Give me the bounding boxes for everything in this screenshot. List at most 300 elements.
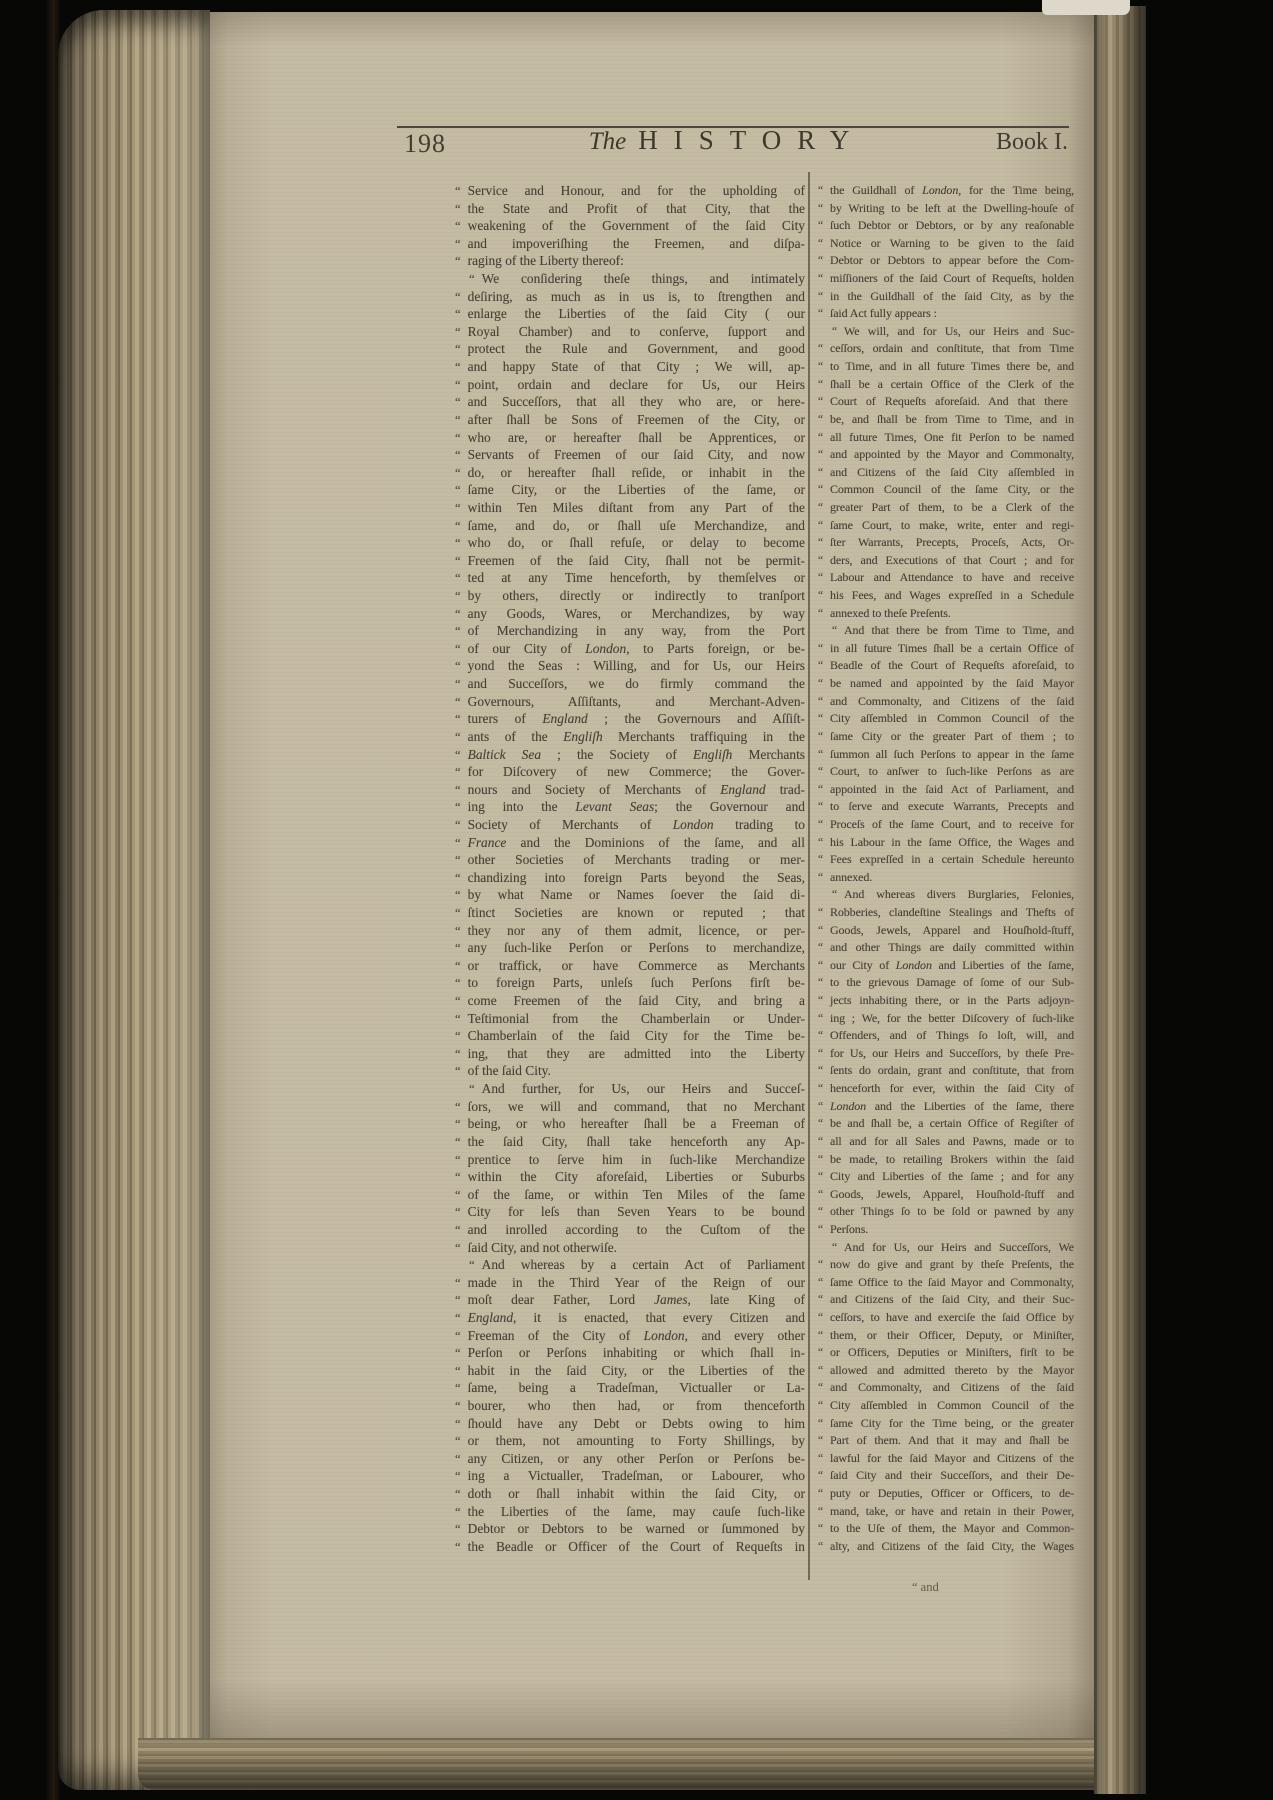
quote-mark: “	[818, 1118, 823, 1131]
quote-mark: “	[818, 906, 823, 919]
text-line: “ his Labour in the ſame Office, the Wages and	[818, 834, 1074, 852]
text-line: “ ſaid City, and not otherwiſe.	[455, 1239, 805, 1257]
quote-mark: “	[818, 185, 823, 197]
quote-mark: “	[455, 1187, 461, 1202]
text-line: “ by what Name or Names ſoever the ſaid di-	[455, 886, 805, 904]
text-line: “ alty, and Citizens of the ſaid City, the Wages	[818, 1538, 1074, 1556]
text-line: “ habit in the ſaid City, or the Liberties of the	[455, 1362, 805, 1380]
text-line: “ all and for all Sales and Pawns, made or to	[818, 1133, 1074, 1151]
quote-mark: “	[818, 1047, 823, 1060]
quote-mark: “	[455, 782, 461, 797]
quote-mark: “	[455, 1434, 461, 1449]
text-line: “ Goods, Jewels, Apparel and Houſhold-ſtuff,	[818, 922, 1074, 940]
text-line: “ them, or their Officer, Deputy, or Miniſter,	[818, 1327, 1074, 1345]
text-line: “ Society of Merchants of London trading to	[455, 816, 805, 834]
quote-mark: “	[818, 308, 823, 321]
quote-mark: “	[455, 500, 461, 515]
quote-mark: “	[455, 395, 461, 410]
quote-mark: “	[455, 1399, 461, 1414]
text-line: “ of our City of London, to Parts foreign, or be-	[455, 640, 805, 658]
running-title-main: HISTORY	[638, 125, 866, 155]
quote-mark: “	[818, 1523, 823, 1536]
quote-mark: “	[818, 572, 823, 585]
quote-mark: “	[818, 1100, 823, 1113]
text-line: “ and Citizens of the ſaid City aſſembled in	[818, 464, 1074, 482]
quote-mark: “	[455, 1416, 461, 1431]
text-line: “ moſt dear Father, Lord James, late King of	[455, 1291, 805, 1309]
text-line: “ And for Us, our Heirs and Succeſſors, We	[818, 1239, 1074, 1257]
quote-mark: “	[455, 624, 461, 639]
text-line: “ Notice or Warning to be given to the ſaid	[818, 235, 1074, 253]
text-line: “ We conſidering theſe things, and intimately	[455, 270, 805, 288]
text-line: “ be and ſhall be, a certain Office of Regiſter of	[818, 1115, 1074, 1133]
text-line: “ and happy State of that City ; We will, ap-	[455, 358, 805, 376]
quote-mark: “	[455, 941, 461, 956]
text-line: “ Debtor or Debtors to be warned or ſummoned by	[455, 1520, 805, 1538]
book-label: Book I.	[996, 129, 1068, 155]
text-line: “ Robberies, clandeſtine Stealings and Thefts of	[818, 904, 1074, 922]
text-line: “ within the City aforeſaid, Liberties or Suburbs	[455, 1168, 805, 1186]
quote-mark: “	[818, 1171, 823, 1184]
text-line: “ do, or hereafter ſhall reſide, or inhabit in the	[455, 464, 805, 482]
quote-mark: “	[455, 236, 461, 251]
catchword: “ and	[912, 1580, 939, 1594]
quote-mark: “	[818, 378, 823, 391]
text-line: “ Fees expreſſed in a certain Schedule hereunto	[818, 851, 1074, 869]
quote-mark: “	[818, 783, 823, 796]
quote-mark: “	[818, 1452, 823, 1465]
text-line: “ Perſons.	[818, 1221, 1074, 1239]
text-line: “ bourer, who then had, or from thenceforth	[455, 1397, 805, 1415]
text-line: “ annexed.	[818, 869, 1074, 887]
text-line: “ and Succeſſors, we do firmly command the	[455, 675, 805, 693]
text-line: “ chandizing into foreign Parts beyond the Seas,	[455, 869, 805, 887]
text-line: “ And whereas by a certain Act of Parliament	[455, 1256, 805, 1274]
quote-mark: “	[818, 1347, 823, 1360]
quote-mark: “	[455, 606, 461, 621]
quote-mark: “	[455, 1170, 461, 1185]
quote-mark: “	[455, 800, 461, 815]
quote-mark: “	[455, 641, 461, 656]
text-line: “ ſuch Debtor or Debtors, or by any reaſonable	[818, 217, 1074, 235]
text-line: “ Offenders, and of Things ſo loſt, will, and	[818, 1027, 1074, 1045]
text-line: “ of the ſame, or within Ten Miles of the ſame	[455, 1186, 805, 1204]
quote-mark: “	[455, 729, 461, 744]
text-line: “ they nor any of them admit, licence, or per-	[455, 922, 805, 940]
text-line: “ Freeman of the City of London, and every other	[455, 1327, 805, 1345]
quote-mark: “	[818, 255, 823, 268]
text-line: “ Royal Chamber) and to conſerve, ſupport and	[455, 323, 805, 341]
quote-mark: “	[455, 1099, 461, 1114]
quote-mark: “	[455, 888, 461, 903]
text-line: “ any Citizen, or any other Perſon or Perſons be-	[455, 1450, 805, 1468]
text-line: “ turers of England ; the Governours and Aſſiſt-	[455, 710, 805, 728]
text-line: “ within Ten Miles diſtant from any Part of the	[455, 499, 805, 517]
text-line: “ and inrolled according to the Cuſtom of the	[455, 1221, 805, 1239]
quote-mark: “	[455, 1363, 461, 1378]
text-line: “ or them, not amounting to Forty Shillings, by	[455, 1432, 805, 1450]
quote-mark: “	[818, 607, 823, 620]
text-line: “ appointed in the ſaid Act of Parliament, and	[818, 781, 1074, 799]
quote-mark: “	[455, 747, 461, 762]
text-line: “ London and the Liberties of the ſame, there	[818, 1098, 1074, 1116]
quote-mark: “	[455, 1117, 461, 1132]
quote-mark: “	[455, 1064, 461, 1079]
quote-mark: “	[818, 730, 823, 743]
text-line: “ to foreign Parts, unleſs ſuch Perſons firſt be-	[455, 974, 805, 992]
quote-mark: “	[455, 1275, 461, 1290]
text-line: “ City aſſembled in Common Council of the	[818, 1397, 1074, 1415]
quote-mark: “	[818, 431, 823, 444]
quote-mark: “	[455, 430, 461, 445]
text-line: “ ders, and Executions of that Court ; and for	[818, 552, 1074, 570]
text-line: “ ſors, we will and command, that no Merchant	[455, 1098, 805, 1116]
quote-mark: “	[818, 1364, 823, 1377]
text-line: “ other Societies of Merchants trading or mer-	[455, 851, 805, 869]
quote-mark: “	[455, 1539, 461, 1554]
quote-mark: “	[818, 1470, 823, 1483]
quote-mark: “	[455, 923, 461, 938]
text-line: “ to the grievous Damage of ſome of our Sub-	[818, 974, 1074, 992]
quote-mark: “	[818, 554, 823, 567]
quote-mark: “	[818, 1435, 823, 1448]
text-line: “ his Fees, and Wages expreſſed in a Schedule	[818, 587, 1074, 605]
text-line: “ and Commonalty, and Citizens of the ſaid	[818, 693, 1074, 711]
quote-mark: “	[469, 1082, 475, 1097]
text-line: “ ſame, being a Tradeſman, Victualler or La-	[455, 1379, 805, 1397]
page-edges-left	[58, 10, 210, 1790]
quote-mark: “	[455, 835, 461, 850]
quote-mark: “	[818, 1083, 823, 1096]
quote-mark: “	[818, 942, 823, 955]
quote-mark: “	[818, 466, 823, 479]
quote-mark: “	[818, 1312, 823, 1324]
quote-mark: “	[818, 1153, 823, 1166]
quote-mark: “	[455, 324, 461, 339]
quote-mark: “	[818, 1135, 823, 1148]
quote-mark: “	[832, 1241, 837, 1254]
text-line: “ And further, for Us, our Heirs and Succeſ-	[455, 1080, 805, 1098]
text-line: “ to the Uſe of them, the Mayor and Common-	[818, 1520, 1074, 1538]
text-line: “ and impoveriſhing the Freemen, and diſpa-	[455, 235, 805, 253]
quote-mark: “	[455, 958, 461, 973]
text-line: “ other Things ſo to be ſold or pawned by any	[818, 1203, 1074, 1221]
text-line: “ who are, or hereafter ſhall be Apprentices, or	[455, 429, 805, 447]
quote-mark: “	[455, 553, 461, 568]
text-line: “ being, or who hereafter ſhall be a Freeman of	[455, 1115, 805, 1133]
quote-mark: “	[455, 853, 461, 868]
text-line: “ of the ſaid City.	[455, 1062, 805, 1080]
quote-mark: “	[455, 465, 461, 480]
text-line: “ allowed and admitted thereto by the Mayor	[818, 1362, 1074, 1380]
text-line: “ greater Part of them, to be a Clerk of the	[818, 499, 1074, 517]
text-line: “ jects inhabiting there, or in the Parts adjoyn-	[818, 992, 1074, 1010]
text-line: “ prentice to ſerve him in ſuch-like Merchandize	[455, 1151, 805, 1169]
quote-mark: “	[455, 1240, 461, 1255]
text-line: “ Labour and Attendance to have and receive	[818, 569, 1074, 587]
text-line: “ to ſerve and execute Warrants, Precepts and	[818, 798, 1074, 816]
text-line: “ or traffick, or have Commerce as Merchants	[455, 957, 805, 975]
text-line: “ now do give and grant by theſe Preſents, the	[818, 1256, 1074, 1274]
quote-mark: “	[455, 765, 461, 780]
text-line: “ ſhall be a certain Office of the Clerk of the	[818, 376, 1074, 394]
quote-mark: “	[455, 1152, 461, 1167]
text-line: “ enlarge the Liberties of the ſaid City ( our	[455, 305, 805, 323]
quote-mark: “	[455, 1293, 461, 1308]
text-line: “ Court, to anſwer to ſuch-like Perſons as are	[818, 763, 1074, 781]
text-line: “ any ſuch-like Perſon or Perſons to merchandize,	[455, 939, 805, 957]
quote-mark: “	[455, 1029, 461, 1044]
text-line: “ ſame City for the Time being, or the greater	[818, 1415, 1074, 1433]
quote-mark: “	[818, 220, 823, 233]
text-line: “ be named and appointed by the ſaid Mayor	[818, 675, 1074, 693]
text-column-right	[818, 182, 1074, 1556]
quote-mark: “	[455, 1487, 461, 1502]
quote-mark: “	[818, 1329, 823, 1342]
page-gutter-right	[1094, 6, 1146, 1794]
running-title	[520, 125, 934, 156]
quote-mark: “	[455, 536, 461, 551]
quote-mark: “	[455, 483, 461, 498]
quote-mark: “	[818, 959, 823, 972]
quote-mark: “	[818, 801, 823, 814]
text-line: “ the ſaid City, ſhall take henceforth any Ap-	[455, 1133, 805, 1151]
text-line: “ ſame Office to the ſaid Mayor and Commonalty,	[818, 1274, 1074, 1292]
text-line: “ ceſſors, to have and exerciſe the ſaid Office by	[818, 1309, 1074, 1327]
text-line: “ be made, to retailing Brokers within the ſaid	[818, 1151, 1074, 1169]
quote-mark: “	[818, 1188, 823, 1201]
text-line: “ in all future Times ſhall be a certain Office of	[818, 640, 1074, 658]
text-line: “ who do, or ſhall refuſe, or delay to become	[455, 534, 805, 552]
quote-mark: “	[818, 977, 823, 990]
text-line: “ Governours, Aſſiſtants, and Merchant-Adven-	[455, 693, 805, 711]
text-line: “ the Liberties of the ſame, may cauſe ſuch-like	[455, 1503, 805, 1521]
quote-mark: “	[455, 1011, 461, 1026]
text-line: “ made in the Third Year of the Reign of our	[455, 1274, 805, 1292]
text-line: “ City and Liberties of the ſame ; and for any	[818, 1168, 1074, 1186]
quote-mark: “	[818, 818, 823, 831]
quote-mark: “	[818, 660, 823, 673]
quote-mark: “	[455, 412, 461, 427]
text-line: “ our City of London and Liberties of the ſame,	[818, 957, 1074, 975]
text-line: “ ſame, and do, or ſhall uſe Merchandize, and	[455, 517, 805, 535]
quote-mark: “	[818, 1259, 823, 1272]
text-line: “ weakening of the Government of the ſaid City	[455, 217, 805, 235]
quote-mark: “	[818, 1382, 823, 1395]
quote-mark: “	[818, 713, 823, 726]
quote-mark: “	[832, 325, 837, 338]
quote-mark: “	[455, 571, 461, 586]
text-line: “ ſtinct Societies are known or reputed ; that	[455, 904, 805, 922]
text-line: “ ſhould have any Debt or Debts owing to him	[455, 1415, 805, 1433]
quote-mark: “	[455, 589, 461, 604]
text-line: “ ſaid City and their Succeſſors, and their De-	[818, 1467, 1074, 1485]
quote-mark: “	[818, 1065, 823, 1078]
quote-mark: “	[832, 889, 837, 902]
quote-mark: “	[818, 413, 823, 426]
quote-mark: “	[818, 695, 823, 708]
text-line: “ Chamberlain of the ſaid City for the Time be-	[455, 1027, 805, 1045]
text-line: “ Goods, Jewels, Apparel, Houſhold-ſtuff and	[818, 1186, 1074, 1204]
text-line: “ France and the Dominions of the ſame, and all	[455, 834, 805, 852]
text-line: “ ſame City or the greater Part of them ; to	[818, 728, 1074, 746]
quote-mark: “	[818, 1294, 823, 1307]
text-line: “ doth or ſhall inhabit within the ſaid City, or	[455, 1485, 805, 1503]
quote-mark: “	[818, 854, 823, 867]
text-line: “ the Guildhall of London, for the Time being,	[818, 182, 1074, 200]
quote-mark: “	[818, 836, 823, 849]
quote-mark: “	[455, 448, 461, 463]
quote-mark: “	[455, 1205, 461, 1220]
text-line: “ and Commonalty, and Citizens of the ſaid	[818, 1379, 1074, 1397]
text-line: “ lawful for the ſaid Mayor and Citizens of the	[818, 1450, 1074, 1468]
text-line: “ of Merchandizing in any way, from the Port	[455, 622, 805, 640]
text-line: “ all future Times, One fit Perſon to be named	[818, 429, 1074, 447]
text-line: “ any Goods, Wares, or Merchandizes, by way	[455, 605, 805, 623]
background-sliver	[1042, 0, 1130, 15]
quote-mark: “	[818, 678, 823, 691]
text-line: “ Freemen of the ſaid City, ſhall not be permit-	[455, 552, 805, 570]
quote-mark: “	[818, 449, 823, 462]
text-line: “ puty or Deputies, Officer or Officers, to de-	[818, 1485, 1074, 1503]
quote-mark: “	[818, 1488, 823, 1501]
quote-mark: “	[455, 905, 461, 920]
quote-mark: “	[455, 518, 461, 533]
text-line: “ ing, that they are admitted into the Liberty	[455, 1045, 805, 1063]
text-line: “ be, and ſhall be from Time to Time, and in	[818, 411, 1074, 429]
text-line: “ Servants of Freemen of our ſaid City, and now	[455, 446, 805, 464]
text-line: “ And whereas divers Burglaries, Felonies,	[818, 886, 1074, 904]
quote-mark: “	[455, 1522, 461, 1537]
quote-mark: “	[818, 396, 823, 409]
text-line: “ ſummon all ſuch Perſons to appear in the ſame	[818, 746, 1074, 764]
quote-mark: “	[455, 659, 461, 674]
text-line: “ after ſhall be Sons of Freemen of the City, or	[455, 411, 805, 429]
text-line: “ ing ; We, for the better Diſcovery of ſuch-like	[818, 1010, 1074, 1028]
text-line: “ and appointed by the Mayor and Commonalty,	[818, 446, 1074, 464]
text-line: “ City for leſs than Seven Years to be bound	[455, 1203, 805, 1221]
quote-mark: “	[818, 202, 823, 215]
text-line: “ annexed to theſe Preſents.	[818, 605, 1074, 623]
text-line: “ ing a Victualler, Tradeſman, or Labourer, who	[455, 1467, 805, 1485]
quote-mark: “	[818, 924, 823, 937]
quote-mark: “	[818, 1505, 823, 1518]
quote-mark: “	[818, 1417, 823, 1430]
text-line: “ ſter Warrants, Precepts, Proceſs, Acts, Or-	[818, 534, 1074, 552]
quote-mark: “	[455, 870, 461, 885]
text-line: “ the Beadle or Officer of the Court of Requeſts in	[455, 1538, 805, 1556]
quote-mark: “	[818, 642, 823, 655]
quote-mark: “	[455, 817, 461, 832]
text-column-left	[455, 182, 805, 1556]
quote-mark: “	[818, 748, 823, 761]
quote-mark: “	[455, 1328, 461, 1343]
text-line: “ Part of them. And that it may and ſhall be	[818, 1432, 1074, 1450]
quote-mark: “	[455, 677, 461, 692]
quote-mark: “	[455, 1504, 461, 1519]
text-line: “ deſiring, as much as in us is, to ſtrengthen and	[455, 288, 805, 306]
quote-mark: “	[469, 1258, 475, 1273]
quote-mark: “	[818, 343, 823, 356]
text-line: “ England, it is enacted, that every Citizen and	[455, 1309, 805, 1327]
text-line: “ Baltick Sea ; the Society of Engliſh Merchants	[455, 746, 805, 764]
page-edges-bottom	[138, 1738, 1142, 1790]
text-line: “ Beadle of the Court of Requeſts aforeſaid, to	[818, 657, 1074, 675]
quote-mark: “	[455, 976, 461, 991]
quote-mark: “	[818, 237, 823, 250]
text-line: “ henceforth for ever, within the ſaid City of	[818, 1080, 1074, 1098]
text-line: “ ceſſors, ordain and conſtitute, that from Time	[818, 340, 1074, 358]
running-title-prefix: The	[588, 128, 627, 155]
text-line: “ by Writing to be left at the Dwelling-houſe of	[818, 200, 1074, 218]
text-line: “ ſame City, or the Liberties of the ſame, or	[455, 481, 805, 499]
quote-mark: “	[469, 272, 475, 287]
page-number: 198	[404, 129, 446, 158]
column-divider	[808, 172, 810, 1580]
quote-mark: “	[818, 519, 823, 532]
quote-mark: “	[455, 201, 461, 216]
text-line: “ and other Things are daily committed within	[818, 939, 1074, 957]
text-line: “ or Officers, Deputies or Miniſters, firſt to be	[818, 1344, 1074, 1362]
quote-mark: “	[455, 1046, 461, 1061]
text-line: “ Common Council of the ſame City, or the	[818, 481, 1074, 499]
text-line: “ Perſon or Perſons inhabiting or which ſhall in-	[455, 1344, 805, 1362]
quote-mark: “	[455, 1451, 461, 1466]
quote-mark: “	[455, 307, 461, 322]
quote-mark: “	[818, 1030, 823, 1043]
quote-mark: “	[818, 273, 823, 286]
text-line: “ raging of the Liberty thereof:	[455, 252, 805, 270]
quote-mark: “	[455, 342, 461, 357]
text-line: “ protect the Rule and Government, and good	[455, 340, 805, 358]
quote-mark: “	[455, 289, 461, 304]
quote-mark: “	[455, 377, 461, 392]
text-line: “ and Citizens of the ſaid City, and their Suc-	[818, 1291, 1074, 1309]
text-line: “ for Diſcovery of new Commerce; the Gover-	[455, 763, 805, 781]
text-line: “ Proceſs of the ſame Court, and to receive for	[818, 816, 1074, 834]
quote-mark: “	[818, 361, 823, 374]
quote-mark: “	[455, 1134, 461, 1149]
text-line: “ Service and Honour, and for the upholding of	[455, 182, 805, 200]
text-line: “ the State and Profit of that City, that the	[455, 200, 805, 218]
quote-mark: “	[455, 712, 461, 727]
text-line: “ Court of Requeſts aforeſaid. And that there	[818, 393, 1074, 411]
quote-mark: “	[455, 184, 461, 198]
text-line: “ and Succeſſors, that all they who are, or here-	[455, 393, 805, 411]
quote-mark: “	[818, 1206, 823, 1219]
quote-mark: “	[818, 1012, 823, 1025]
text-line: “ ſaid Act fully appears :	[818, 305, 1074, 323]
quote-mark: “	[455, 1469, 461, 1484]
quote-mark: “	[455, 1222, 461, 1237]
text-line: “ mand, take, or have and retain in their Power,	[818, 1503, 1074, 1521]
quote-mark: “	[818, 537, 823, 550]
quote-mark: “	[818, 484, 823, 497]
text-line: “ ted at any Time henceforth, by themſelves or	[455, 569, 805, 587]
text-line: “ ſents do ordain, grant and conſtitute, that from	[818, 1062, 1074, 1080]
text-line: “ point, ordain and declare for Us, our Heirs	[455, 376, 805, 394]
text-line: “ We will, and for Us, our Heirs and Suc-	[818, 323, 1074, 341]
quote-mark: “	[818, 290, 823, 303]
text-line: “ ants of the Engliſh Merchants traffiquing in the	[455, 728, 805, 746]
quote-mark: “	[455, 219, 461, 234]
text-line: “ City aſſembled in Common Council of the	[818, 710, 1074, 728]
text-line: “ Teſtimonial from the Chamberlain or Under-	[455, 1010, 805, 1028]
quote-mark: “	[455, 1381, 461, 1396]
text-line: “ Debtor or Debtors to appear before the Com-	[818, 252, 1074, 270]
quote-mark: “	[455, 694, 461, 709]
quote-mark: “	[818, 590, 823, 603]
